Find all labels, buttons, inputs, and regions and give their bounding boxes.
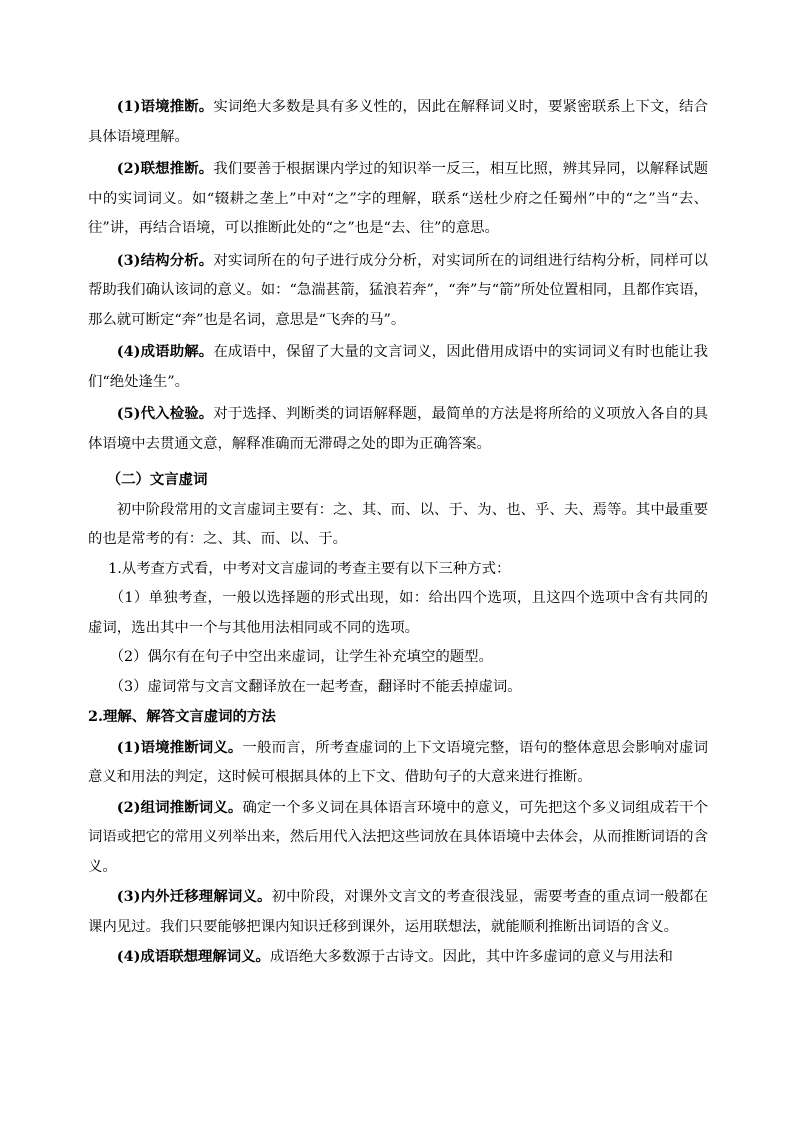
point1-item-3: （3）虚词常与文言文翻译放在一起考查，翻译时不能丢掉虚词。 [109,678,522,695]
method-item-1 [88,92,708,152]
point1-item-2: （2）偶尔有在句子中空出来虚词，让学生补充填空的题型。 [109,649,493,665]
point2-item-3 [88,882,708,942]
method-label: (1)语境推断词义。 [116,738,243,756]
point2-item-4 [88,942,708,973]
method-label: (2)组词推断词义。 [116,798,243,816]
method-text: 实词绝大多数是具有多义性的，因此在解释词义时，要紧密联系上下文，结合具体语境理解。 [88,99,708,145]
method-label: (1)语境推断。 [116,98,214,115]
method-item-3 [88,246,708,336]
method-text: 初中阶段，对课外文言文的考查很浅显，需要考查的重点词一般都在课内见过。我们只要能够把课内知识迁移到课外，运用联想法，就能顺利推断出词语的含义。 [88,889,708,935]
method-item-4 [88,337,708,397]
method-label: (3)结构分析。 [116,251,214,269]
method-text: 在成语中，保留了大量的文言词义，因此借用成语中的实词词义有时也能让我们“绝处逢生”。 [88,344,708,390]
document-page [88,92,708,973]
point1-item-1: （1）单独考查，一般以选择题的形式出现，如：给出四个选项，且这四个选项中含有共同的虚词，选出其中一个与其他用法相同或不同的选项。 [88,590,708,636]
method-text: 成语绝大多数源于古诗文。因此，其中许多虚词的意义与用法和 [269,949,673,965]
method-label: (4)成语联想理解词义。 [116,948,270,965]
method-text: 一般而言，所考查虚词的上下文语境完整，语句的整体意思会影响对虚词意义和用法的判定，这时候可根据具体的上下文、借助句子的大意来进行推断。 [88,739,708,785]
method-text: 对实词所在的句子进行成分分析，对实词所在的词组进行结构分析，同样可以帮助我们确认该词的意义。如：“急湍甚箭，猛浪若奔”，“奔”与“箭”所处位置相同，且都作宾语，那么就可断定“奔”也是名词，意思是“飞奔的马”。 [88,252,708,328]
point1-title: 1.从考查方式看，中考对文言虚词的考查主要有以下三种方式： [108,560,511,577]
method-item-2 [88,154,708,244]
method-text: 对于选择、判断类的词语解释题，最简单的方法是将所给的义项放入各自的具体语境中去贯通文意，解释准确而无滞碍之处的即为正确答案。 [88,406,708,452]
method-label: (2)联想推断。 [116,160,214,177]
method-text: 我们要善于根据课内学过的知识举一反三，相互比照，辨其异同，以解释试题中的实词词义。如“辍耕之垄上”中对“之”字的理解，联系“送杜少府之任蜀州”中的“之”当“去、往”讲，再结合语境，可以推断此处的“之”也是“去、往”的意思。 [88,161,708,236]
method-label: (4)成语助解。 [116,343,214,360]
section-heading: （二）文言虚词 [106,471,208,488]
method-text: 确定一个多义词在具体语言环境中的意义，可先把这个多义词组成若干个词语或把它的常用义列举出来，然后用代入法把这些词放在具体语境中去体会，从而推断词语的含义。 [88,799,708,875]
point2-item-2 [88,793,708,883]
point2-item-1 [88,733,708,793]
method-label: (3)内外迁移理解词义。 [116,888,272,905]
method-label: (5)代入检验。 [116,405,214,422]
section-intro: 初中阶段常用的文言虚词主要有：之、其、而、以、于、为、也、乎、夫、焉等。其中最重要的也是常考的有：之、其、而、以、于。 [88,501,708,547]
method-item-5 [88,399,708,459]
point2-title: 2.理解、解答文言虚词的方法 [88,708,276,725]
